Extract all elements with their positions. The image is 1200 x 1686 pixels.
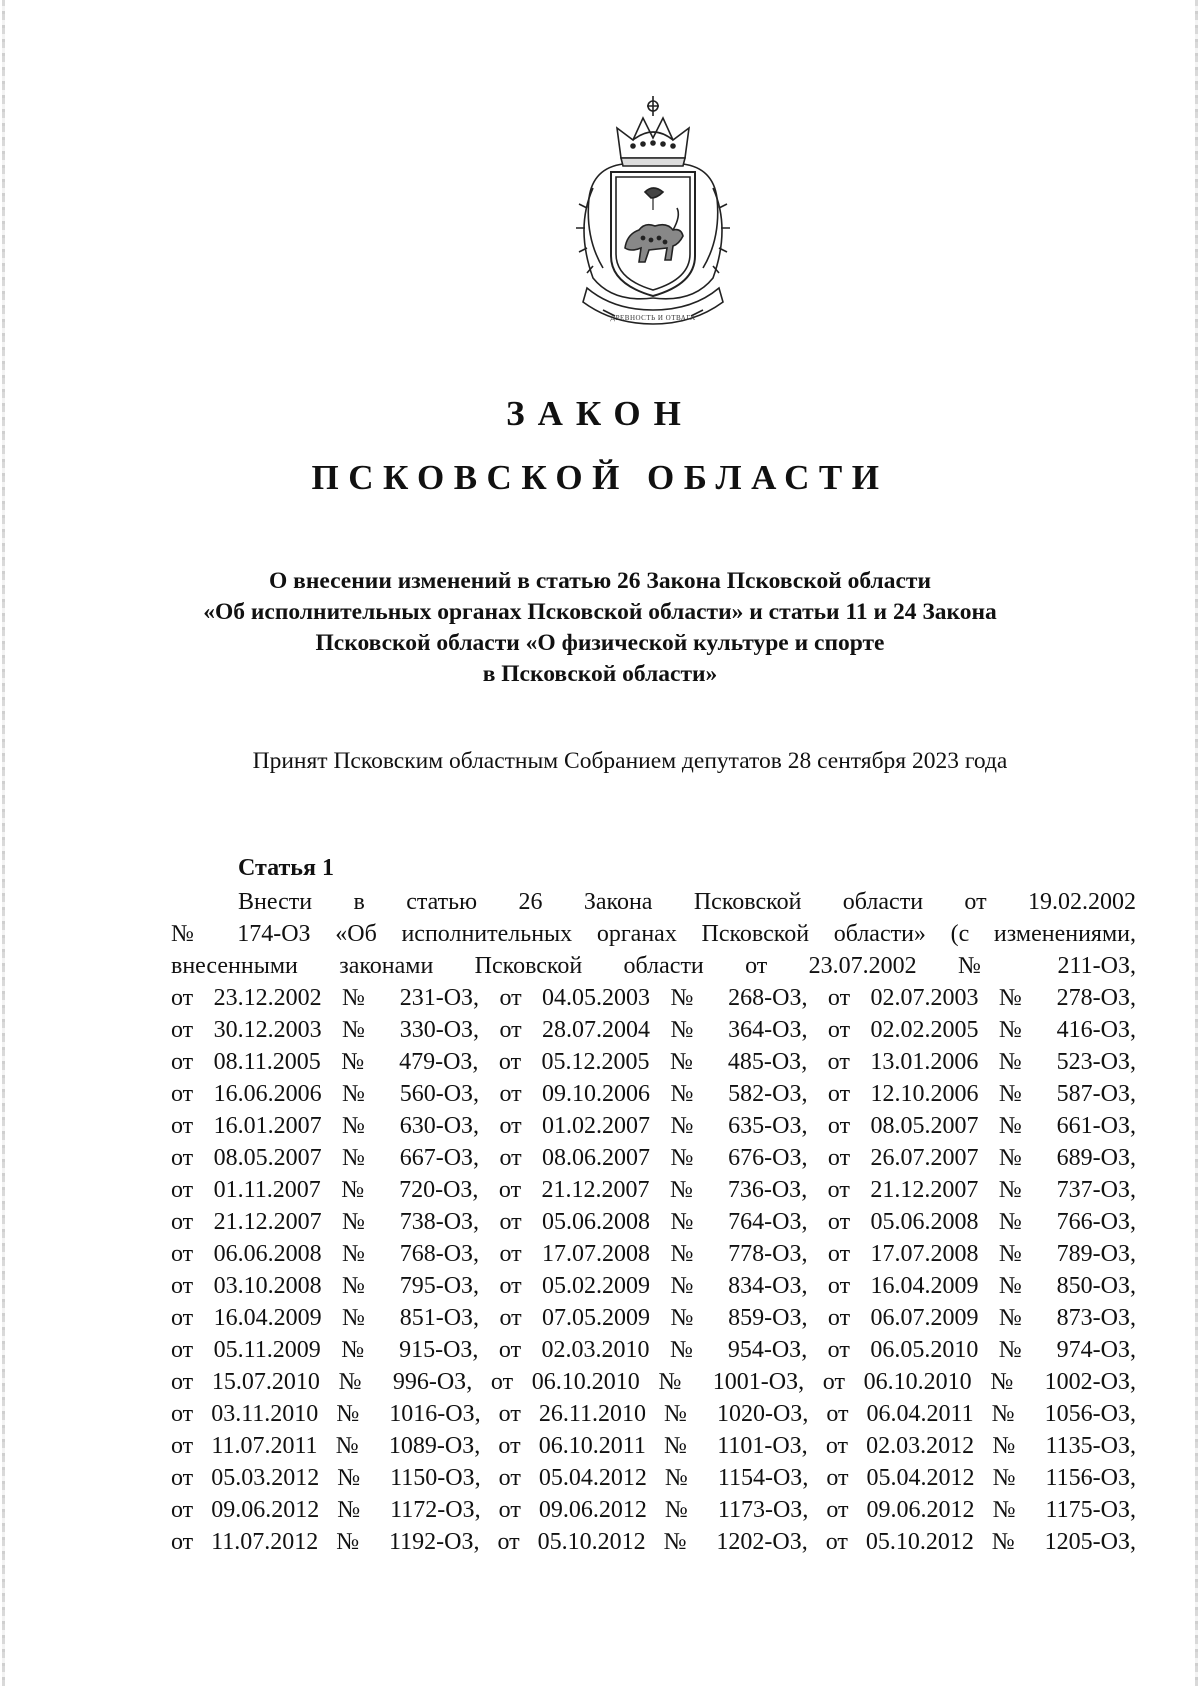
body-line: от 16.01.2007 № 630-ОЗ, от 01.02.2007 № 635-ОЗ, от 08.05.2007 № 661-ОЗ, <box>171 1113 1136 1139</box>
law-heading-line: О внесении изменений в статью 26 Закона Псковской области <box>268 568 932 594</box>
law-heading <box>160 566 1040 690</box>
pskov-coat-of-arms-icon <box>553 88 753 332</box>
scan-edge-right <box>1195 0 1198 1686</box>
body-line: от 08.05.2007 № 667-ОЗ, от 08.06.2007 № 676-ОЗ, от 26.07.2007 № 689-ОЗ, <box>171 1145 1136 1171</box>
law-heading-line: «Об исполнительных органах Псковской области» и статьи 11 и 24 Закона <box>203 599 997 625</box>
adoption-statement: Принят Псковским областным Собранием депутатов 28 сентября 2023 года <box>252 748 1008 774</box>
body-line: от 11.07.2012 № 1192-ОЗ, от 05.10.2012 № 1202-ОЗ, от 05.10.2012 № 1205-ОЗ, <box>171 1529 1136 1555</box>
body-line: от 08.11.2005 № 479-ОЗ, от 05.12.2005 № 485-ОЗ, от 13.01.2006 № 523-ОЗ, <box>171 1049 1136 1075</box>
body-line: от 16.06.2006 № 560-ОЗ, от 09.10.2006 № 582-ОЗ, от 12.10.2006 № 587-ОЗ, <box>171 1081 1136 1107</box>
document-subtitle: ПСКОВСКОЙ ОБЛАСТИ <box>311 458 889 497</box>
law-heading-line: в Псковской области» <box>482 661 718 687</box>
body-line: от 06.06.2008 № 768-ОЗ, от 17.07.2008 № 778-ОЗ, от 17.07.2008 № 789-ОЗ, <box>171 1241 1136 1267</box>
body-line: от 23.12.2002 № 231-ОЗ, от 04.05.2003 № 268-ОЗ, от 02.07.2003 № 278-ОЗ, <box>171 985 1136 1011</box>
body-line: от 30.12.2003 № 330-ОЗ, от 28.07.2004 № 364-ОЗ, от 02.02.2005 № 416-ОЗ, <box>171 1017 1136 1043</box>
body-line: от 03.11.2010 № 1016-ОЗ, от 26.11.2010 № 1020-ОЗ, от 06.04.2011 № 1056-ОЗ, <box>171 1401 1136 1427</box>
body-line: от 01.11.2007 № 720-ОЗ, от 21.12.2007 № 736-ОЗ, от 21.12.2007 № 737-ОЗ, <box>171 1177 1136 1203</box>
document-title: ЗАКОН <box>506 394 694 433</box>
body-line: Внести в статью 26 Закона Псковской области от 19.02.2002 <box>238 889 1136 915</box>
body-line: от 03.10.2008 № 795-ОЗ, от 05.02.2009 № 834-ОЗ, от 16.04.2009 № 850-ОЗ, <box>171 1273 1136 1299</box>
body-line: от 05.03.2012 № 1150-ОЗ, от 05.04.2012 № 1154-ОЗ, от 05.04.2012 № 1156-ОЗ, <box>171 1465 1136 1491</box>
body-line: от 16.04.2009 № 851-ОЗ, от 07.05.2009 № 859-ОЗ, от 06.07.2009 № 873-ОЗ, <box>171 1305 1136 1331</box>
body-line: от 09.06.2012 № 1172-ОЗ, от 09.06.2012 № 1173-ОЗ, от 09.06.2012 № 1175-ОЗ, <box>171 1497 1136 1523</box>
article-body <box>171 886 1136 1558</box>
body-line: внесенными законами Псковской области от 23.07.2002 № 211-ОЗ, <box>171 953 1136 979</box>
law-heading-line: Псковской области «О физической культуре и спорте <box>315 630 885 656</box>
body-line: от 11.07.2011 № 1089-ОЗ, от 06.10.2011 № 1101-ОЗ, от 02.03.2012 № 1135-ОЗ, <box>171 1433 1136 1459</box>
scan-edge-left <box>2 0 5 1686</box>
body-line: от 05.11.2009 № 915-ОЗ, от 02.03.2010 № 954-ОЗ, от 06.05.2010 № 974-ОЗ, <box>171 1337 1136 1363</box>
svg-text:ДРЕВНОСТЬ И ОТВАГА: ДРЕВНОСТЬ И ОТВАГА <box>610 314 696 322</box>
article-title: Статья 1 <box>238 855 334 881</box>
body-line: № 174-ОЗ «Об исполнительных органах Псковской области» (с изменениями, <box>171 921 1136 947</box>
body-line: от 21.12.2007 № 738-ОЗ, от 05.06.2008 № 764-ОЗ, от 05.06.2008 № 766-ОЗ, <box>171 1209 1136 1235</box>
body-line: от 15.07.2010 № 996-ОЗ, от 06.10.2010 № 1001-ОЗ, от 06.10.2010 № 1002-ОЗ, <box>171 1369 1136 1395</box>
